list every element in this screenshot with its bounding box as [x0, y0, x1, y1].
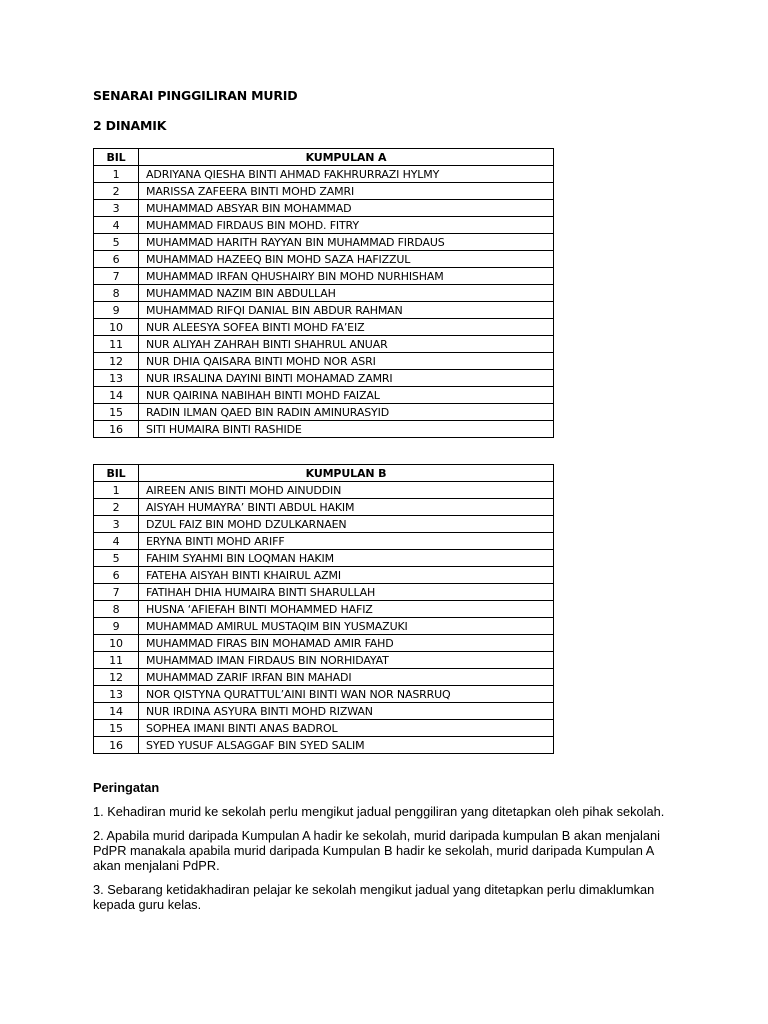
- row-number: 10: [94, 635, 139, 652]
- student-name: MUHAMMAD HAZEEQ BIN MOHD SAZA HAFIZZUL: [139, 251, 554, 268]
- row-number: 8: [94, 285, 139, 302]
- student-name: NUR DHIA QAISARA BINTI MOHD NOR ASRI: [139, 353, 554, 370]
- student-name: FATIHAH DHIA HUMAIRA BINTI SHARULLAH: [139, 584, 554, 601]
- student-name: MUHAMMAD HARITH RAYYAN BIN MUHAMMAD FIRDAUS: [139, 234, 554, 251]
- table-row: [94, 234, 554, 251]
- student-name: NUR ALIYAH ZAHRAH BINTI SHAHRUL ANUAR: [139, 336, 554, 353]
- table-row: [94, 336, 554, 353]
- table-row: [94, 482, 554, 499]
- row-number: 2: [94, 499, 139, 516]
- row-number: 7: [94, 268, 139, 285]
- notes-section: [93, 780, 683, 921]
- row-number: 3: [94, 516, 139, 533]
- table-row: [94, 669, 554, 686]
- row-number: 2: [94, 183, 139, 200]
- row-number: 5: [94, 550, 139, 567]
- student-name: MUHAMMAD IRFAN QHUSHAIRY BIN MOHD NURHISHAM: [139, 268, 554, 285]
- table-row: [94, 268, 554, 285]
- table-row: [94, 703, 554, 720]
- class-name: 2 DINAMIK: [93, 118, 167, 133]
- row-number: 14: [94, 703, 139, 720]
- student-name: MUHAMMAD ABSYAR BIN MOHAMMAD: [139, 200, 554, 217]
- student-name: MUHAMMAD NAZIM BIN ABDULLAH: [139, 285, 554, 302]
- table-header-row: [94, 149, 554, 166]
- row-number: 11: [94, 336, 139, 353]
- group-a-table: [93, 148, 554, 438]
- note-item: 2. Apabila murid daripada Kumpulan A hadir ke sekolah, murid daripada kumpulan B akan menjalani PdPR manakala apabila murid daripada Kumpulan B hadir ke sekolah, murid daripada Kumpulan A akan menjalani PdPR.: [93, 828, 660, 873]
- table-row: [94, 499, 554, 516]
- table-row: [94, 285, 554, 302]
- notes-heading: Peringatan: [93, 780, 160, 795]
- column-header-group: KUMPULAN B: [139, 465, 554, 482]
- student-name: FATEHA AISYAH BINTI KHAIRUL AZMI: [139, 567, 554, 584]
- row-number: 7: [94, 584, 139, 601]
- student-name: NUR IRSALINA DAYINI BINTI MOHAMAD ZAMRI: [139, 370, 554, 387]
- row-number: 10: [94, 319, 139, 336]
- student-name: SITI HUMAIRA BINTI RASHIDE: [139, 421, 554, 438]
- table-row: [94, 533, 554, 550]
- student-name: MUHAMMAD ZARIF IRFAN BIN MAHADI: [139, 669, 554, 686]
- student-name: ERYNA BINTI MOHD ARIFF: [139, 533, 554, 550]
- row-number: 1: [94, 166, 139, 183]
- student-name: FAHIM SYAHMI BIN LOQMAN HAKIM: [139, 550, 554, 567]
- student-name: HUSNA ‘AFIEFAH BINTI MOHAMMED HAFIZ: [139, 601, 554, 618]
- table-row: [94, 353, 554, 370]
- student-name: NUR ALEESYA SOFEA BINTI MOHD FA’EIZ: [139, 319, 554, 336]
- table-row: [94, 200, 554, 217]
- row-number: 13: [94, 370, 139, 387]
- table-row: [94, 183, 554, 200]
- student-name: NOR QISTYNA QURATTUL’AINI BINTI WAN NOR NASRRUQ: [139, 686, 554, 703]
- row-number: 9: [94, 302, 139, 319]
- row-number: 16: [94, 421, 139, 438]
- group-b-table: [93, 464, 554, 754]
- table-row: [94, 516, 554, 533]
- column-header-bil: BIL: [94, 149, 139, 166]
- table-row: [94, 166, 554, 183]
- table-row: [94, 404, 554, 421]
- row-number: 3: [94, 200, 139, 217]
- row-number: 12: [94, 353, 139, 370]
- table-row: [94, 550, 554, 567]
- table-header-row: [94, 465, 554, 482]
- row-number: 15: [94, 720, 139, 737]
- row-number: 15: [94, 404, 139, 421]
- table-row: [94, 686, 554, 703]
- table-row: [94, 635, 554, 652]
- student-name: MUHAMMAD FIRAS BIN MOHAMAD AMIR FAHD: [139, 635, 554, 652]
- student-name: MARISSA ZAFEERA BINTI MOHD ZAMRI: [139, 183, 554, 200]
- table-row: [94, 370, 554, 387]
- table-row: [94, 319, 554, 336]
- row-number: 4: [94, 533, 139, 550]
- column-header-group: KUMPULAN A: [139, 149, 554, 166]
- table-row: [94, 652, 554, 669]
- table-row: [94, 387, 554, 404]
- row-number: 9: [94, 618, 139, 635]
- note-item: 1. Kehadiran murid ke sekolah perlu mengikut jadual penggiliran yang ditetapkan oleh pihak sekolah.: [93, 804, 665, 819]
- table-row: [94, 302, 554, 319]
- table-row: [94, 737, 554, 754]
- table-row: [94, 217, 554, 234]
- row-number: 6: [94, 567, 139, 584]
- table-row: [94, 720, 554, 737]
- table-row: [94, 567, 554, 584]
- student-name: MUHAMMAD IMAN FIRDAUS BIN NORHIDAYAT: [139, 652, 554, 669]
- column-header-bil: BIL: [94, 465, 139, 482]
- student-name: AIREEN ANIS BINTI MOHD AINUDDIN: [139, 482, 554, 499]
- row-number: 1: [94, 482, 139, 499]
- table-row: [94, 251, 554, 268]
- student-name: NUR IRDINA ASYURA BINTI MOHD RIZWAN: [139, 703, 554, 720]
- student-name: AISYAH HUMAYRA’ BINTI ABDUL HAKIM: [139, 499, 554, 516]
- student-name: ADRIYANA QIESHA BINTI AHMAD FAKHRURRAZI HYLMY: [139, 166, 554, 183]
- student-name: RADIN ILMAN QAED BIN RADIN AMINURASYID: [139, 404, 554, 421]
- row-number: 16: [94, 737, 139, 754]
- table-row: [94, 584, 554, 601]
- student-name: MUHAMMAD AMIRUL MUSTAQIM BIN YUSMAZUKI: [139, 618, 554, 635]
- document-title: SENARAI PINGGILIRAN MURID: [93, 88, 298, 103]
- table-row: [94, 618, 554, 635]
- student-name: SOPHEA IMANI BINTI ANAS BADROL: [139, 720, 554, 737]
- row-number: 5: [94, 234, 139, 251]
- note-item: 3. Sebarang ketidakhadiran pelajar ke sekolah mengikut jadual yang ditetapkan perlu dimaklumkan kepada guru kelas.: [93, 882, 655, 912]
- row-number: 4: [94, 217, 139, 234]
- student-name: NUR QAIRINA NABIHAH BINTI MOHD FAIZAL: [139, 387, 554, 404]
- student-name: MUHAMMAD FIRDAUS BIN MOHD. FITRY: [139, 217, 554, 234]
- student-name: DZUL FAIZ BIN MOHD DZULKARNAEN: [139, 516, 554, 533]
- table-row: [94, 421, 554, 438]
- table-row: [94, 601, 554, 618]
- student-name: SYED YUSUF ALSAGGAF BIN SYED SALIM: [139, 737, 554, 754]
- row-number: 6: [94, 251, 139, 268]
- row-number: 12: [94, 669, 139, 686]
- row-number: 11: [94, 652, 139, 669]
- row-number: 14: [94, 387, 139, 404]
- row-number: 8: [94, 601, 139, 618]
- row-number: 13: [94, 686, 139, 703]
- student-name: MUHAMMAD RIFQI DANIAL BIN ABDUR RAHMAN: [139, 302, 554, 319]
